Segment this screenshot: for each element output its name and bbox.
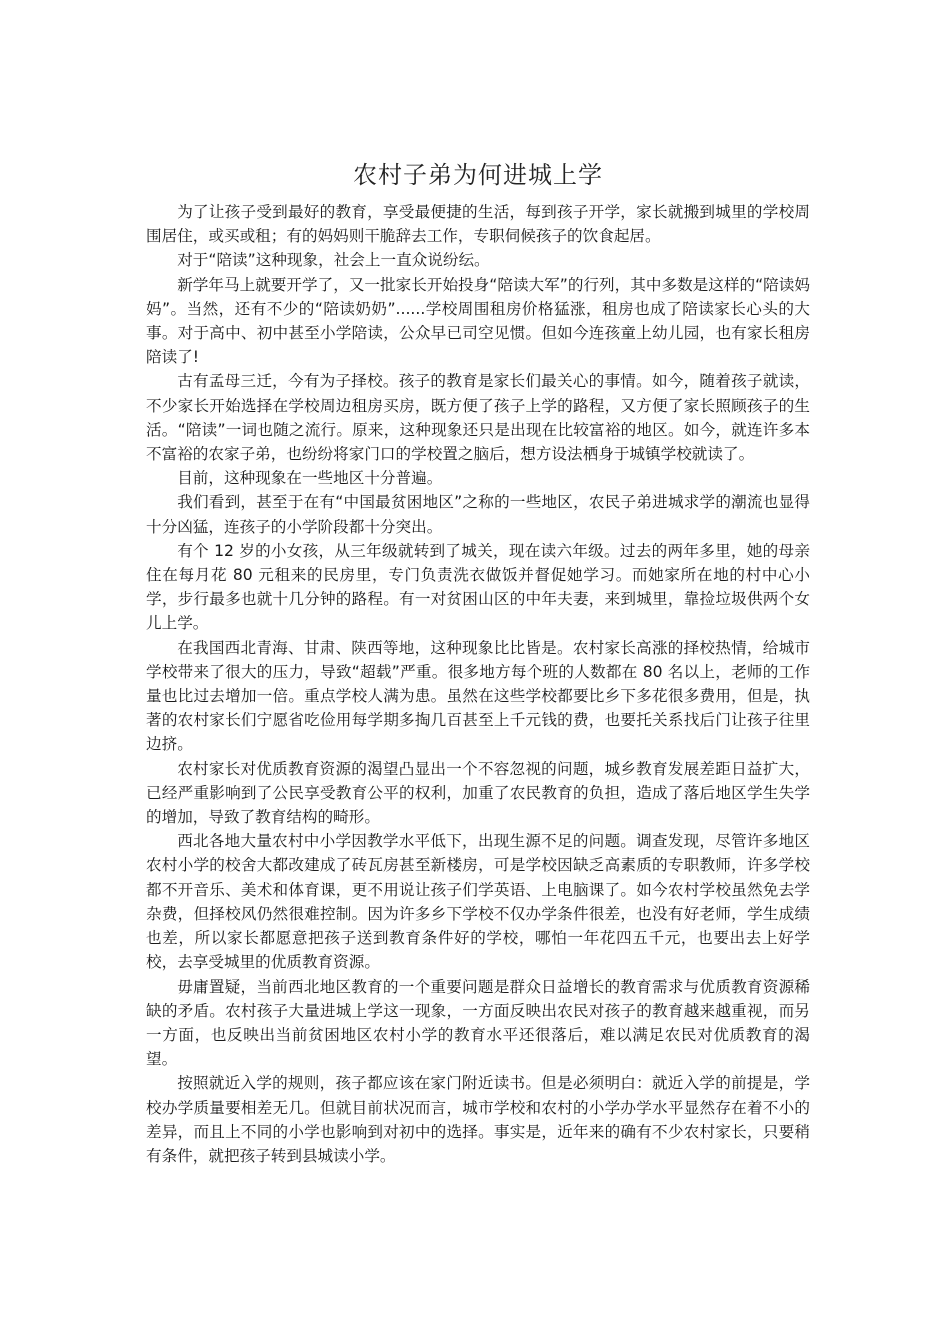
- paragraph-11: 毋庸置疑，当前西北地区教育的一个重要问题是群众日益增长的教育需求与优质教育资源稀缺的矛盾。农村孩子大量进城上学这一现象，一方面反映出农民对孩子的教育越来越重视，而另一方面，也反映出当前贫困地区农村小学的教育水平还很落后，难以满足农民对优质教育的渴望。: [146, 977, 810, 1069]
- paragraph-12: 按照就近入学的规则，孩子都应该在家门附近读书。但是必须明白：就近入学的前提是，学校办学质量要相差无几。但就目前状况而言，城市学校和农村的小学办学水平显然存在着不小的差异，而且上不同的小学也影响到对初中的选择。事实是，近年来的确有不少农村家长，只要稍有条件，就把孩子转到县城读小学。: [146, 1074, 810, 1165]
- paragraph-6: 我们看到，甚至于在有“中国最贫困地区”之称的一些地区，农民子弟进城求学的潮流也显得十分凶猛，连孩子的小学阶段都十分突出。: [146, 493, 810, 536]
- paragraph-4: 古有孟母三迁，今有为子择校。孩子的教育是家长们最关心的事情。如今，随着孩子就读，不少家长开始选择在学校周边租房买房，既方便了孩子上学的路程，又方便了家长照顾孩子的生活。“陪读”一词也随之流行。原来，这种现象还只是出现在比较富裕的地区。如今，就连许多本不富裕的农家子弟，也纷纷将家门口的学校置之脑后，想方设法栖身于城镇学校就读了。: [146, 372, 810, 464]
- paragraph-8: 在我国西北青海、甘肃、陕西等地，这种现象比比皆是。农村家长高涨的择校热情，给城市学校带来了很大的压力，导致“超载”严重。很多地方每个班的人数都在 80 名以上，老师的工作量也比过去增加一倍。重点学校人满为患。虽然在这些学校都要比乡下多花很多费用，但是，执著的农村家长们宁愿省吃俭用每学期多掏几百甚至上千元钱的费，也要托关系找后门让孩子往里边挤。: [146, 638, 810, 754]
- paragraph-9: 农村家长对优质教育资源的渴望凸显出一个不容忽视的问题，城乡教育发展差距日益扩大，已经严重影响到了公民享受教育公平的权利，加重了农民教育的负担，造成了落后地区学生失学的增加，导致了教育结构的畸形。: [146, 759, 810, 827]
- document-title: 农村子弟为何进城上学: [353, 161, 603, 189]
- paragraph-2: 对于“陪读”这种现象，社会上一直众说纷纭。: [177, 251, 490, 270]
- paragraph-7: 有个 12 岁的小女孩，从三年级就转到了城关，现在读六年级。过去的两年多里，她的母亲住在每月花 80 元租来的民房里，专门负责洗衣做饭并督促她学习。而她家所在地的村中心小学，步行最多也就十几分钟的路程。有一对贫困山区的中年夫妻，来到城里，靠捡垃圾供两个女儿上学。: [146, 541, 810, 633]
- paragraph-5: 目前，这种现象在一些地区十分普遍。: [177, 469, 443, 488]
- document-page: [146, 158, 810, 1168]
- paragraph-1: 为了让孩子受到最好的教育，享受最便捷的生活，每到孩子开学，家长就搬到城里的学校周围居住，或买或租；有的妈妈则干脆辞去工作，专职伺候孩子的饮食起居。: [146, 203, 810, 246]
- paragraph-3: 新学年马上就要开学了，又一批家长开始投身“陪读大军”的行列，其中多数是这样的“陪读妈妈”。当然，还有不少的“陪读奶奶”......学校周围租房价格猛涨，租房也成了陪读家长心头的大事。对于高中、初中甚至小学陪读，公众早已司空见惯。但如今连孩童上幼儿园，也有家长租房陪读了!: [146, 275, 810, 367]
- paragraph-10: 西北各地大量农村中小学因教学水平低下，出现生源不足的问题。调查发现，尽管许多地区农村小学的校舍大都改建成了砖瓦房甚至新楼房，可是学校因缺乏高素质的专职教师，许多学校都不开音乐、美术和体育课，更不用说让孩子们学英语、上电脑课了。如今农村学校虽然免去学杂费，但择校风仍然很难控制。因为许多乡下学校不仅办学条件很差，也没有好老师，学生成绩也差，所以家长都愿意把孩子送到教育条件好的学校，哪怕一年花四五千元，也要出去上好学校，去享受城里的优质教育资源。: [146, 832, 810, 972]
